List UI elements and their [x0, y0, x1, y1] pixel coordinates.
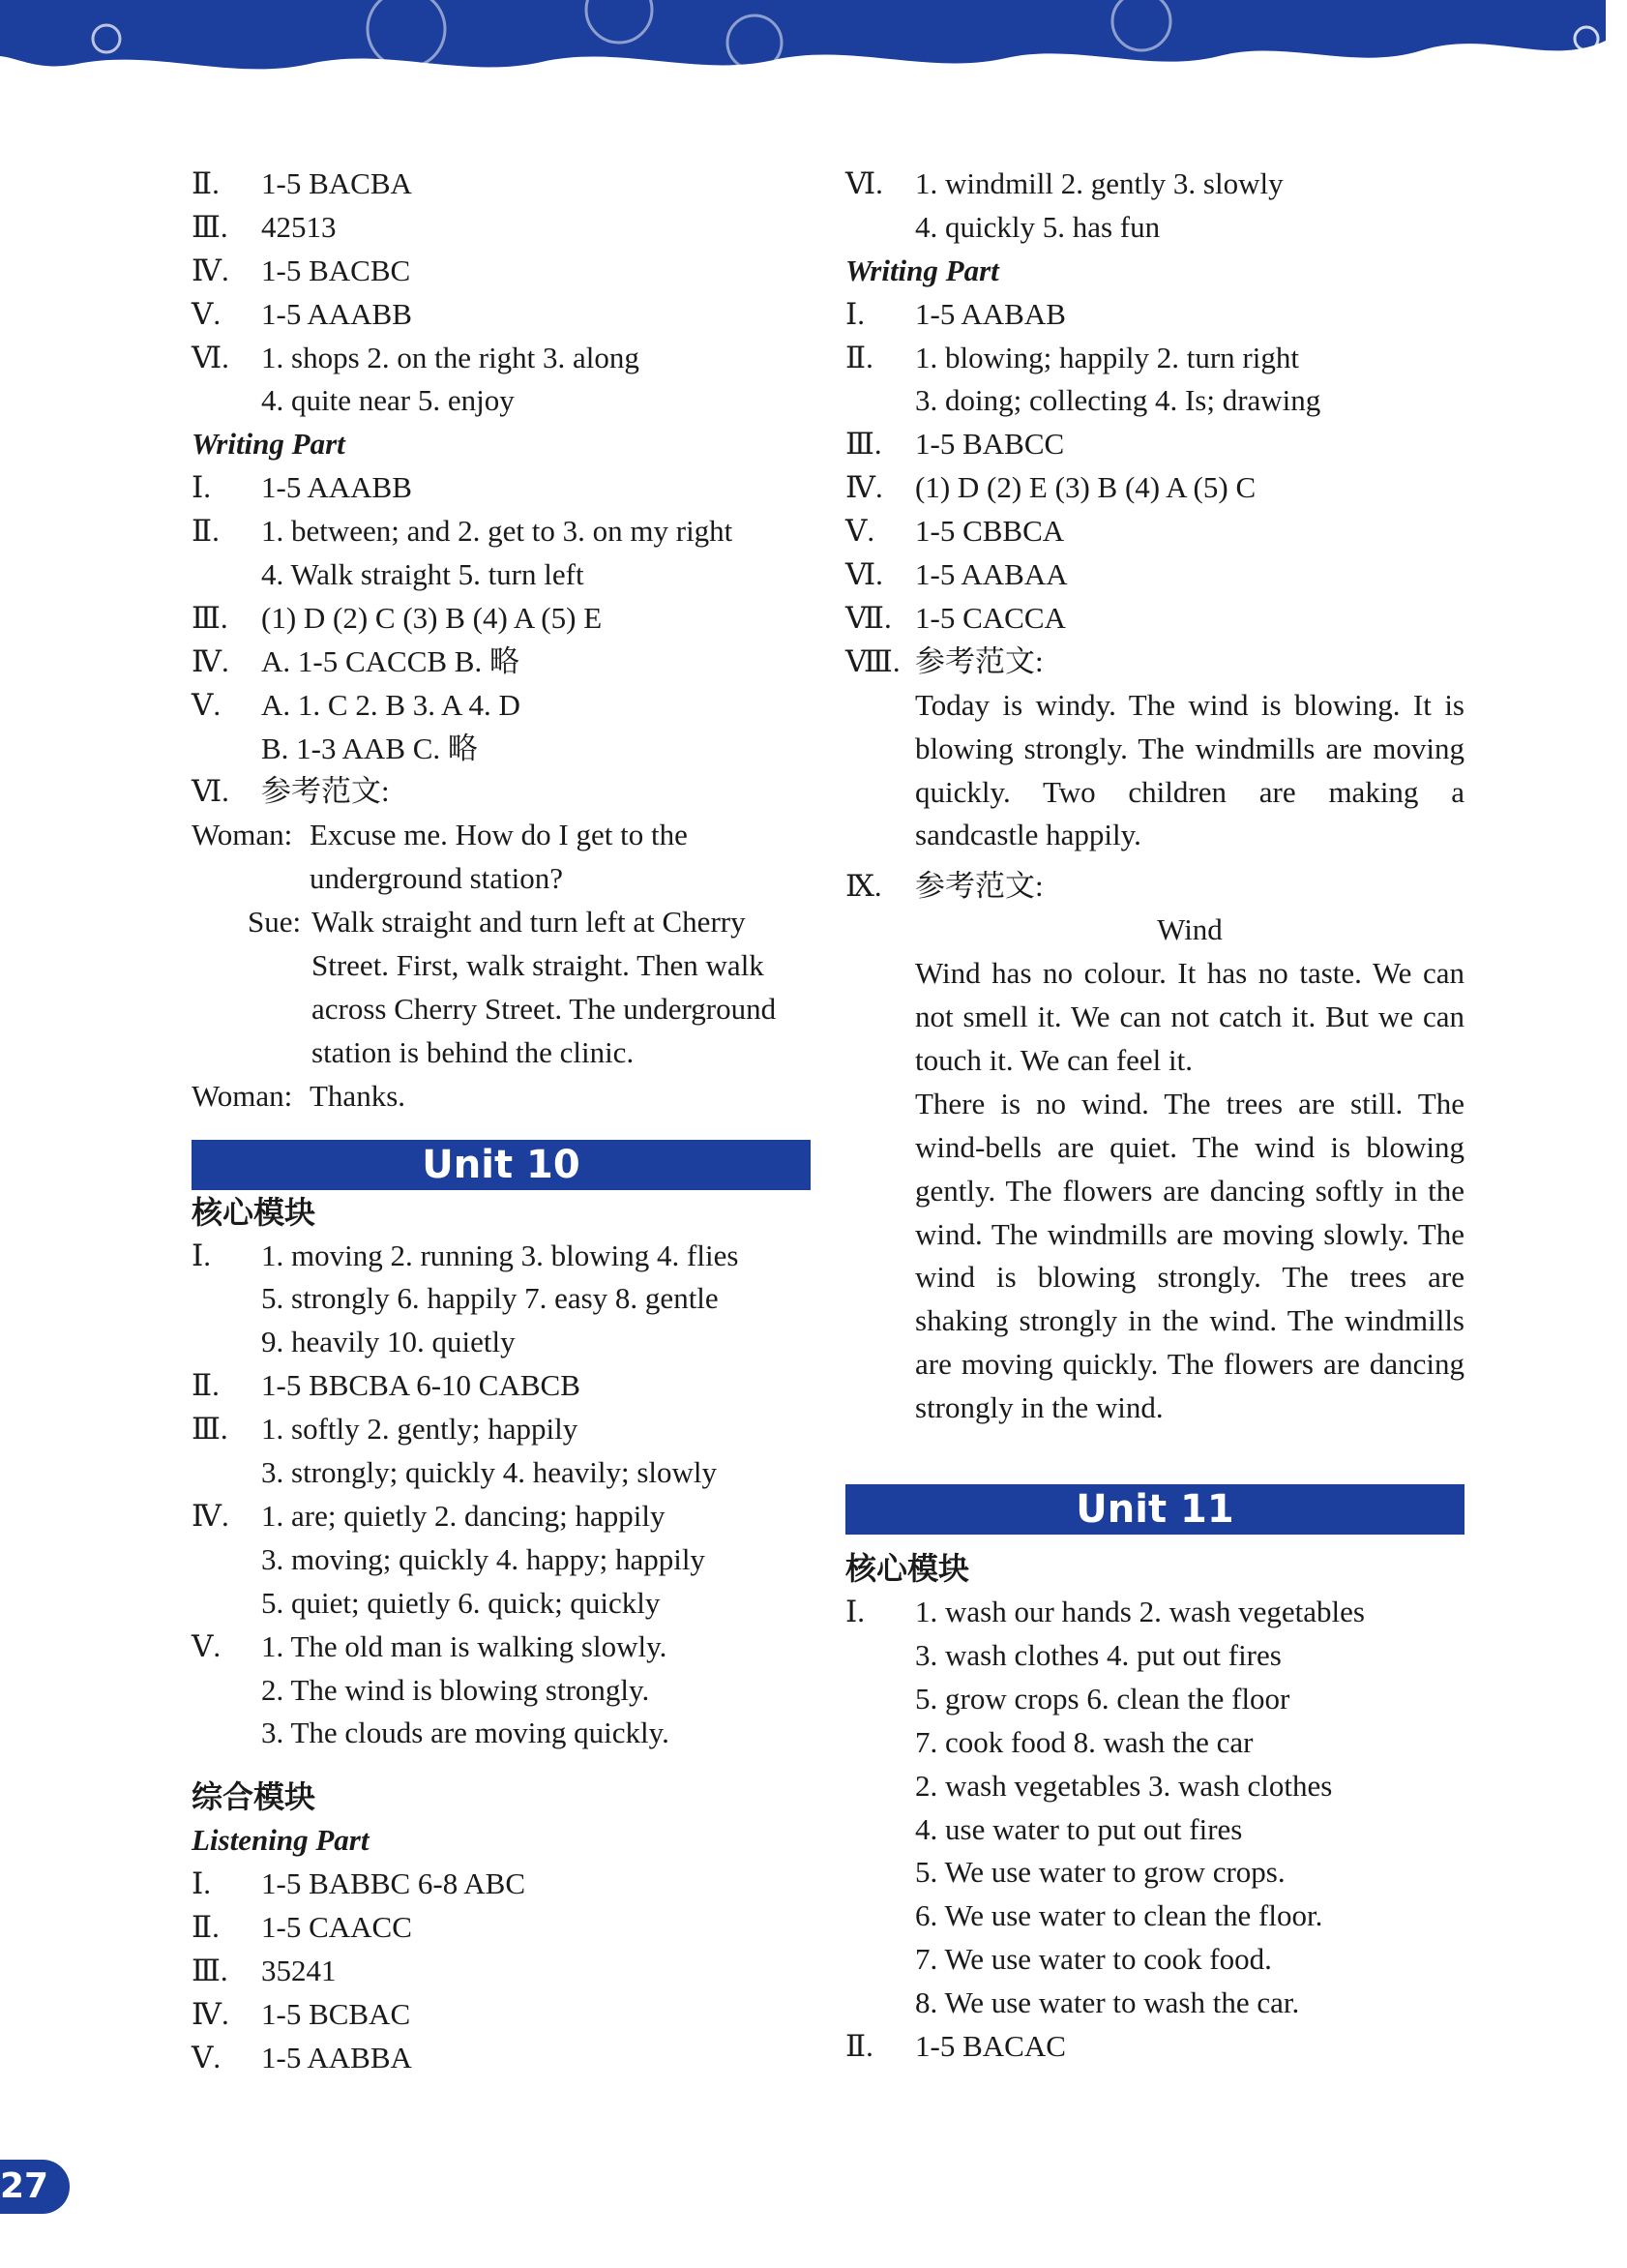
answer-line — [192, 206, 811, 250]
answer-line — [845, 1678, 1464, 1721]
answer-text: 3. doing; collecting 4. Is; drawing — [915, 383, 1321, 418]
answer-line — [192, 728, 811, 771]
writing-part-heading: Writing Part — [845, 253, 999, 287]
answer-line — [192, 1277, 811, 1321]
question-number: Ⅳ. — [192, 1498, 229, 1533]
question-number: Ⅲ. — [192, 600, 228, 635]
answer-text: 4. Walk straight 5. turn left — [261, 557, 584, 592]
answer-line — [192, 250, 811, 293]
answer-text: 4. use water to put out fires — [915, 1811, 1243, 1846]
question-number: Ⅳ. — [192, 253, 229, 287]
answer-line — [845, 1808, 1464, 1852]
answer-line — [845, 379, 1464, 423]
dialogue-line — [192, 857, 811, 901]
right-column — [845, 163, 1464, 2069]
answer-text: 1-5 CAACC — [261, 1910, 412, 1945]
question-number: Ⅴ. — [845, 514, 875, 549]
answer-text: 1. The old man is walking slowly. — [261, 1628, 667, 1663]
answer-text: 1-5 BCBAC — [261, 1996, 411, 2031]
question-number: Ⅱ. — [192, 1910, 220, 1945]
dialogue-text: underground station? — [310, 861, 564, 896]
left-column — [192, 163, 811, 2080]
answer-line — [845, 337, 1464, 380]
dialogue-text: Street. First, walk straight. Then walk — [311, 948, 764, 983]
answer-text: 1-5 BACAC — [915, 2028, 1066, 2063]
answer-line — [192, 510, 811, 553]
answer-text: 8. We use water to wash the car. — [915, 1985, 1300, 2020]
answer-text: 5. quiet; quietly 6. quick; quickly — [261, 1585, 661, 1620]
question-number: Ⅳ. — [192, 643, 229, 678]
answer-line — [845, 1721, 1464, 1765]
answer-line — [845, 466, 1464, 510]
answer-line — [192, 1950, 811, 1993]
question-number: Ⅳ. — [192, 1996, 229, 2031]
dialogue-text: Walk straight and turn left at Cherry — [311, 905, 746, 940]
answer-text: 3. The clouds are moving quickly. — [261, 1716, 669, 1750]
answer-text: A. 1-5 CACCB B. 略 — [261, 643, 519, 678]
unit-11-heading: Unit 11 — [845, 1484, 1464, 1535]
answer-line — [845, 1938, 1464, 1982]
answer-text: 2. The wind is blowing strongly. — [261, 1672, 650, 1707]
answer-line — [192, 641, 811, 684]
answer-line — [192, 553, 811, 597]
dialogue-text: Excuse me. How do I get to the — [310, 818, 688, 852]
spacer — [845, 857, 1464, 865]
question-number: Ⅰ. — [845, 296, 865, 331]
answer-text: 42513 — [261, 209, 337, 244]
question-number: Ⅴ. — [192, 296, 222, 331]
answer-line — [845, 597, 1464, 641]
model-essay-9-p1: Wind has no colour. It has no taste. We can not smell it. We can not catch it. But we can touch it. We can feel it. — [915, 956, 1464, 1077]
answer-text: 6. We use water to clean the floor. — [915, 1898, 1323, 1933]
answer-text: 7. cook food 8. wash the car — [915, 1724, 1254, 1759]
answer-line — [192, 1669, 811, 1713]
answer-line — [845, 641, 1464, 684]
question-number: Ⅲ. — [192, 1412, 228, 1447]
answer-line — [845, 1765, 1464, 1808]
answer-line — [845, 553, 1464, 597]
question-number: Ⅵ. — [845, 557, 883, 592]
answer-text: 4. quite near 5. enjoy — [261, 383, 515, 418]
answer-text: 5. strongly 6. happily 7. easy 8. gentle — [261, 1281, 719, 1316]
answer-text: 1-5 AAABB — [261, 296, 412, 331]
answer-text: 参考范文: — [261, 774, 390, 809]
answer-line — [845, 1982, 1464, 2025]
question-number: Ⅰ. — [845, 1595, 865, 1629]
dialogue-line — [192, 944, 811, 988]
answer-line — [192, 1863, 811, 1906]
question-number: Ⅳ. — [845, 470, 883, 505]
answer-text: 参考范文: — [915, 643, 1044, 678]
answer-text: (1) D (2) C (3) B (4) A (5) E — [261, 600, 603, 635]
question-number: Ⅴ. — [192, 687, 222, 722]
answer-text: 1-5 AABAB — [915, 296, 1066, 331]
question-number: Ⅸ. — [845, 869, 882, 904]
answer-text: 1-5 AABBA — [261, 2040, 412, 2074]
wave-banner — [0, 0, 1606, 87]
answer-line — [845, 423, 1464, 466]
answer-line — [192, 1906, 811, 1950]
answer-line — [192, 1582, 811, 1626]
answer-line — [192, 1993, 811, 2037]
answer-line — [845, 293, 1464, 337]
question-number: Ⅱ. — [845, 2028, 873, 2063]
core-module-heading: 核心模块 — [192, 1193, 316, 1231]
answer-line — [845, 510, 1464, 553]
dialogue-text: station is behind the clinic. — [311, 1034, 635, 1069]
answer-text: 3. strongly; quickly 4. heavily; slowly — [261, 1455, 717, 1490]
question-number: Ⅷ. — [845, 643, 901, 678]
answer-line — [192, 1538, 811, 1582]
answer-line — [192, 293, 811, 337]
spacer — [845, 1430, 1464, 1484]
answer-line — [845, 1591, 1464, 1634]
answer-line — [192, 163, 811, 206]
writing-part-heading: Writing Part — [192, 427, 345, 462]
dialogue-text: across Cherry Street. The underground — [311, 991, 777, 1026]
answer-line — [845, 1895, 1464, 1938]
dialogue-line — [192, 988, 811, 1031]
question-number: Ⅱ. — [192, 166, 220, 200]
unit-10-heading: Unit 10 — [192, 1140, 811, 1190]
answer-text: 1. are; quietly 2. dancing; happily — [261, 1498, 666, 1533]
answer-text: 2. wash vegetables 3. wash clothes — [915, 1768, 1333, 1803]
answer-line — [192, 379, 811, 423]
model-essay-8: Today is windy. The wind is blowing. It is blowing strongly. The windmills are moving quickly. Two children are making a sandcastle happily. — [915, 687, 1464, 852]
spacer — [192, 1755, 811, 1775]
answer-line — [192, 1408, 811, 1451]
question-number: Ⅱ. — [192, 1368, 220, 1403]
speaker-label: Sue: — [248, 905, 302, 940]
dialogue-line — [192, 1031, 811, 1075]
question-number: Ⅴ. — [192, 1628, 222, 1663]
answer-text: 1-5 AABAA — [915, 557, 1068, 592]
question-number: Ⅲ. — [845, 427, 882, 462]
question-number: Ⅲ. — [192, 209, 228, 244]
question-number: Ⅵ. — [192, 340, 229, 374]
answer-text: 3. wash clothes 4. put out fires — [915, 1637, 1282, 1672]
answer-line — [192, 770, 811, 814]
answer-text: B. 1-3 AAB C. 略 — [261, 731, 478, 765]
answer-text: 35241 — [261, 1953, 337, 1987]
answer-text: 4. quickly 5. has fun — [915, 209, 1161, 244]
answer-text: 1. wash our hands 2. wash vegetables — [915, 1595, 1365, 1629]
answer-text: 1. between; and 2. get to 3. on my right — [261, 514, 733, 549]
answer-line — [192, 684, 811, 728]
answer-text: 1-5 CBBCA — [915, 514, 1065, 549]
answer-line — [845, 1851, 1464, 1895]
answer-text: 1-5 BACBC — [261, 253, 411, 287]
answer-line — [192, 1626, 811, 1669]
listening-part-heading: Listening Part — [192, 1823, 370, 1858]
speaker-label: Woman: — [192, 1078, 293, 1113]
answer-text: 1. moving 2. running 3. blowing 4. flies — [261, 1238, 739, 1272]
dialogue-line — [192, 901, 811, 944]
answer-text: (1) D (2) E (3) B (4) A (5) C — [915, 470, 1257, 505]
page-number: 27 – — [0, 2160, 70, 2214]
model-essay-9-p2: There is no wind. The trees are still. The wind-bells are quiet. The wind is blowing gently. The flowers are dancing softly in the wind. The windmills are moving slowly. The wind is blowing strongly. The trees are shaking strongly in the wind. The windmills are moving quickly. The flowers are dancing strongly in the wind. — [915, 1086, 1464, 1425]
question-number: Ⅵ. — [845, 166, 883, 200]
answer-line — [845, 163, 1464, 206]
answer-text: 1-5 BACBA — [261, 166, 412, 200]
answer-line — [192, 1321, 811, 1364]
answer-text: 5. We use water to grow crops. — [915, 1855, 1286, 1890]
question-number: Ⅰ. — [192, 1238, 211, 1272]
answer-text: 9. heavily 10. quietly — [261, 1325, 516, 1359]
answer-line — [192, 1712, 811, 1755]
question-number: Ⅰ. — [192, 1866, 211, 1901]
question-number: Ⅴ. — [192, 2040, 222, 2074]
speaker-label: Woman: — [192, 818, 293, 852]
spacer — [845, 1535, 1464, 1546]
answer-line — [192, 466, 811, 510]
answer-text: 1-5 BABCC — [915, 427, 1065, 462]
answer-text: 5. grow crops 6. clean the floor — [915, 1681, 1290, 1716]
answer-text: 1. shops 2. on the right 3. along — [261, 340, 639, 374]
essay-title: Wind — [1157, 912, 1223, 947]
question-number: Ⅶ. — [845, 600, 892, 635]
dialogue-line — [192, 814, 811, 857]
answer-line — [192, 1235, 811, 1278]
answer-text: 1. blowing; happily 2. turn right — [915, 340, 1299, 374]
dialogue-text: Thanks. — [310, 1078, 406, 1113]
question-number: Ⅰ. — [192, 470, 211, 505]
answer-line — [845, 2025, 1464, 2069]
answer-line — [845, 865, 1464, 909]
answer-text: 1. windmill 2. gently 3. slowly — [915, 166, 1284, 200]
question-number: Ⅱ. — [192, 514, 220, 549]
question-number: Ⅲ. — [192, 1953, 228, 1987]
answer-line — [192, 2037, 811, 2080]
answer-line — [192, 337, 811, 380]
answer-text: A. 1. C 2. B 3. A 4. D — [261, 687, 520, 722]
answer-text: 1-5 BBCBA 6-10 CABCB — [261, 1368, 580, 1403]
answer-text: 1-5 AAABB — [261, 470, 412, 505]
spacer — [192, 1119, 811, 1130]
answer-line — [192, 1495, 811, 1538]
question-number: Ⅱ. — [845, 340, 873, 374]
answer-line — [845, 1634, 1464, 1678]
answer-text: 参考范文: — [915, 869, 1044, 904]
answer-line — [192, 597, 811, 641]
dialogue-line — [192, 1075, 811, 1119]
question-number: Ⅵ. — [192, 774, 229, 809]
answer-text: 1-5 CACCA — [915, 600, 1066, 635]
answer-line — [192, 1451, 811, 1495]
answer-text: 1-5 BABBC 6-8 ABC — [261, 1866, 526, 1901]
answer-text: 1. softly 2. gently; happily — [261, 1412, 578, 1447]
answer-line — [845, 206, 1464, 250]
core-module-heading: 核心模块 — [845, 1550, 970, 1588]
comprehensive-module-heading: 综合模块 — [192, 1778, 316, 1816]
answer-text: 7. We use water to cook food. — [915, 1942, 1272, 1977]
answer-text: 3. moving; quickly 4. happy; happily — [261, 1541, 705, 1576]
answer-line — [192, 1364, 811, 1408]
